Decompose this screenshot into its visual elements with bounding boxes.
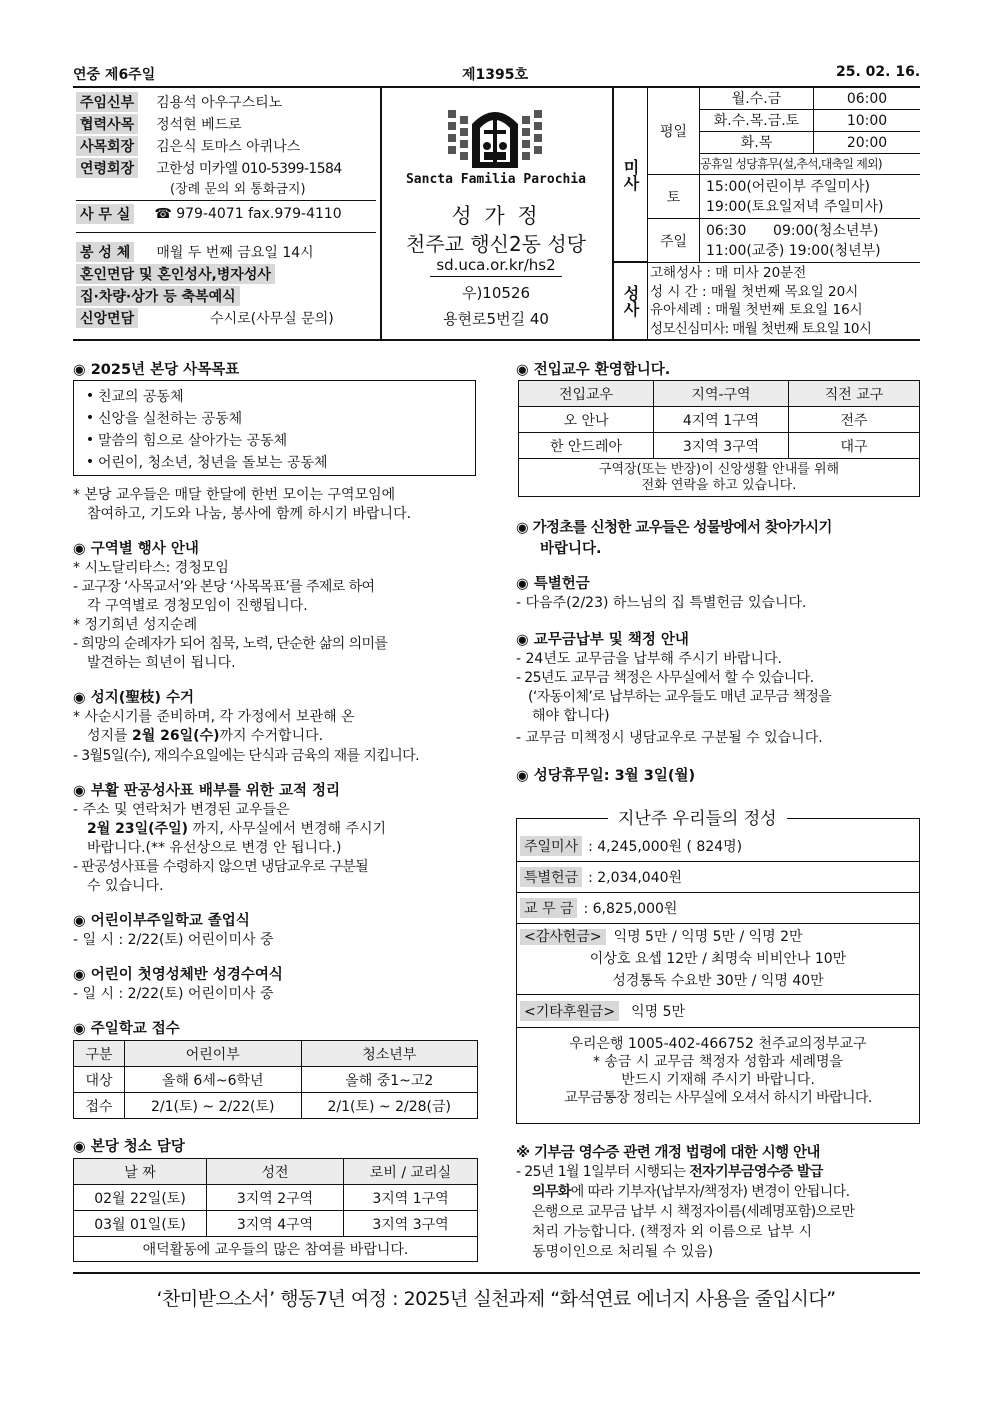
text-line: 각 구역별로 경청모임이 진행됩니다. <box>87 598 308 614</box>
cleaning-note: 애덕활동에 교우들의 많은 참여를 바랍니다. <box>74 1237 478 1262</box>
special-heading: ◉ 특별헌금 <box>516 576 590 592</box>
text-line: - 3월5일(수), 재의수요일에는 단식과 금육의 재를 지킵니다. <box>73 748 419 764</box>
table-row: 03월 01일(토) 3지역 4구역 3지역 3구역 <box>74 1211 478 1237</box>
offering-row: 특별헌금 : 2,034,040원 <box>516 861 920 893</box>
service-label: 집·차량·상가 등 축복예식 <box>76 286 240 306</box>
staff-label: 연령회장 <box>76 158 138 178</box>
table-row: 접수 2/1(토) ~ 2/22(토) 2/1(토) ~ 2/28(금) <box>74 1093 478 1119</box>
table-row: 02월 22일(토) 3지역 2구역 3지역 1구역 <box>74 1185 478 1211</box>
district-heading: ◉ 구역별 행사 안내 <box>73 541 199 557</box>
text-line: * 정기희년 성지순례 <box>73 617 198 633</box>
text-line: - 교구장 ‘사목교서’와 본당 ‘사목목표’를 주제로 하여 <box>73 579 375 595</box>
text-line: - 교무금 미책정시 냉담교우로 구분될 수 있습니다. <box>516 730 823 746</box>
text-line: - 희망의 순례자가 되어 침묵, 노력, 단순한 삶의 의미를 <box>73 636 388 652</box>
office-label: 사 무 실 <box>76 204 134 224</box>
goal-item: • 말씀의 힘으로 살아가는 공동체 <box>82 429 467 451</box>
staff-value: 김용석 아우구스티노 <box>156 95 283 111</box>
graduation-heading: ◉ 어린이부주일학교 졸업식 <box>73 913 250 929</box>
footer-rule <box>73 1272 920 1274</box>
text-line: 처리 가능합니다. (책정자 외 이름으로 납부 시 <box>532 1224 813 1240</box>
parish-name: 성 가 정 <box>451 204 541 228</box>
text-line: 2월 23일(주일) 까지, 사무실에서 변경해 주시기 <box>87 821 387 837</box>
table-row: 대상 올해 6세~6학년 올해 중1~고2 <box>74 1067 478 1093</box>
parish-url[interactable]: sd.uca.or.kr/hs2 <box>436 256 556 274</box>
table-row: 한 안드레아 3지역 3구역 대구 <box>519 433 920 459</box>
holiday-note: 공휴일 성당휴무(설,추석,대축일 제외) <box>700 154 920 175</box>
service-value: 수시로(사무실 문의) <box>210 311 334 327</box>
saturday-label: 토 <box>648 175 700 219</box>
text-line: * 시노달리타스: 경청모임 <box>73 560 229 576</box>
text-line: - 25년 1월 1일부터 시행되는 전자기부금영수증 발급 <box>516 1164 823 1180</box>
goals-box <box>73 380 476 476</box>
cleaning-table: 날 짜 성전 로비 / 교리실 02월 22일(토) 3지역 2구역 3지역 1구역 03월 01일(토) 3지역 4구역 3지역 3구역 애덕활동에 교우들의 많은 참여를 바랍니다. <box>73 1158 478 1262</box>
mass-time: 10:00 <box>814 110 920 132</box>
candle-heading: ◉ 가정초를 신청한 교우들은 성물방에서 찾아가시기 <box>516 520 832 536</box>
goals-note: 참여하고, 기도와 나눔, 봉사에 함께 하시기 바랍니다. <box>87 506 412 522</box>
footer-slogan: ‘찬미받으소서’ 행동7년 여정 : 2025년 실천과제 “화석연료 에너지 사용을 줄입시다” <box>156 1288 836 1310</box>
goal-item: • 어린이, 청소년, 청년을 돌보는 공동체 <box>82 451 467 473</box>
mass-time: 20:00 <box>814 132 920 154</box>
mass-days: 화.목 <box>700 132 814 154</box>
header-date: 25. 02. 16. <box>836 64 921 80</box>
funeral-note: (장례 문의 외 통화금지) <box>170 182 306 197</box>
sacrament-list: 고해성사 : 매 미사 20분전 성 시 간 : 매월 첫번째 목요일 20시 유아세례 : 매월 첫번째 토요일 16시 성모신심미사: 매월 첫번째 토요일 10시 <box>650 265 872 337</box>
offerings-box <box>516 804 920 1124</box>
communion-heading: ◉ 어린이 첫영성체반 성경수여식 <box>73 967 283 983</box>
offering-row: 주일미사 : 4,245,000원 ( 824명) <box>516 830 920 862</box>
sunday-mass: 06:30 09:00(청소년부) 11:00(교중) 19:00(청년부) <box>706 223 881 259</box>
bank-info: 우리은행 1005-402-466752 천주교의정부교구 * 송금 시 교무금 책정자 성함과 세례명을 반드시 기재해 주시기 바랍니다. 교무금통장 정리는 사무실에 오셔서 하시기 바랍니다. <box>564 1036 872 1106</box>
goal-item: • 신앙을 실천하는 공동체 <box>82 407 467 429</box>
header-left: 연중 제6주일 <box>73 67 156 83</box>
service-label: 봉 성 체 <box>76 242 134 262</box>
staff-value: 정석현 베드로 <box>156 117 242 133</box>
receipt-heading: ※ 기부금 영수증 관련 개정 법령에 대한 시행 안내 <box>516 1145 820 1161</box>
text-line: 수 있습니다. <box>87 878 164 894</box>
sunday-label: 주일 <box>648 219 700 262</box>
mass-days: 화.수.목.금.토 <box>700 110 814 132</box>
text-line: - 주소 및 연락처가 변경된 교우들은 <box>73 802 290 818</box>
other-offerings: <기타후원금> 익명 5만 <box>516 995 920 1028</box>
school-heading: ◉ 주일학교 접수 <box>73 1021 180 1037</box>
staff-value: 고한성 미카엘 010-5399-1584 <box>156 161 342 177</box>
mass-title: 미사 <box>614 88 648 262</box>
staff-value: 김은식 토마스 아퀴나스 <box>156 139 301 155</box>
text-line: 바랍니다.(** 유선상으로 변경 안 됩니다.) <box>87 840 342 856</box>
service-label: 혼인면담 및 혼인성사,병자성사 <box>76 264 275 284</box>
mass-days: 월.수.금 <box>700 88 814 110</box>
staff-label: 협력사목 <box>76 114 138 134</box>
dues-heading: ◉ 교무금납부 및 책정 안내 <box>516 632 689 648</box>
staff-label: 사목회장 <box>76 136 138 156</box>
goals-heading: ◉ 2025년 본당 사목목표 <box>73 362 240 378</box>
saturday-mass: 15:00(어린이부 주일미사) 19:00(토요일저녁 주일미사) <box>706 179 884 215</box>
text-line: - 24년도 교무금을 납부해 주시기 바랍니다. <box>516 651 782 667</box>
weekday-label: 평일 <box>648 88 700 175</box>
parish-full-name: 천주교 행신2동 성당 <box>406 232 586 256</box>
welcome-heading: ◉ 전입교우 환영합니다. <box>516 362 671 378</box>
offerings-title: 지난주 우리들의 정성 <box>608 804 787 829</box>
school-table: 구분 어린이부 청소년부 대상 올해 6세~6학년 올해 중1~고2 접수 2/1(토) ~ 2/22(토) 2/1(토) ~ 2/28(금) <box>73 1040 478 1119</box>
text-line: - 다음주(2/23) 하느님의 집 특별헌금 있습니다. <box>516 595 807 611</box>
text-line: (‘자동이체’로 납부하는 교우들도 매년 교무금 책정을 <box>528 689 832 705</box>
goals-note: * 본당 교우들은 매달 한달에 한번 모이는 구역모임에 <box>73 487 396 503</box>
offering-row: 교 무 금 : 6,825,000원 <box>516 892 920 924</box>
palm-heading: ◉ 성지(聖枝) 수거 <box>73 690 195 706</box>
text-line: - 판공성사표를 수령하지 않으면 냉담교우로 구분될 <box>73 859 369 875</box>
easter-heading: ◉ 부활 판공성사표 배부를 위한 교적 정리 <box>73 783 341 799</box>
parish-latin: Sancta Familia Parochia <box>405 172 586 187</box>
service-value: 매월 두 번째 금요일 14시 <box>156 245 314 261</box>
text-line: 동명이인으로 처리될 수 있음) <box>532 1244 714 1260</box>
goal-item: • 친교의 공동체 <box>82 385 467 407</box>
table-row: 오 안나 4지역 1구역 전주 <box>519 407 920 433</box>
parish-address: 용현로5번길 40 <box>443 310 549 328</box>
thanks-offerings: <감사헌금> 익명 5만 / 익명 5만 / 익명 2만 이상호 요셉 12만 / 최명숙 비비안나 10만 성경통독 수요반 30만 / 익명 40만 <box>516 924 920 995</box>
cleaning-heading: ◉ 본당 청소 담당 <box>73 1139 185 1155</box>
text-line: - 일 시 : 2/22(토) 어린이미사 중 <box>73 932 274 948</box>
mass-schedule <box>614 88 920 339</box>
text-line: 성지를 2월 26일(수)까지 수거합니다. <box>87 728 324 744</box>
text-line: * 사순시기를 준비하며, 각 가정에서 보관해 온 <box>73 709 355 725</box>
sacrament-title: 성사 <box>614 263 648 339</box>
mass-time: 06:00 <box>814 88 920 110</box>
staff-label: 주임신부 <box>76 92 138 112</box>
candle-heading-cont: 바랍니다. <box>540 541 602 557</box>
parish-logo <box>440 96 550 172</box>
text-line: - 일 시 : 2/22(토) 어린이미사 중 <box>73 986 274 1002</box>
service-label: 신앙면담 <box>76 308 138 328</box>
text-line: 해야 합니다) <box>532 708 610 724</box>
welcome-table: 전입교우 지역-구역 직전 교구 오 안나 4지역 1구역 전주 한 안드레아 3지역 3구역 대구 구역장(또는 반장)이 신앙생활 안내를 위해 전화 연락을 하고 있습니다. <box>518 380 920 497</box>
closed-heading: ◉ 성당휴무일: 3월 3일(월) <box>516 768 696 784</box>
welcome-note: 구역장(또는 반장)이 신앙생활 안내를 위해 전화 연락을 하고 있습니다. <box>519 459 920 497</box>
text-line: - 25년도 교무금 책정은 사무실에서 할 수 있습니다. <box>516 670 814 686</box>
text-line: 은행으로 교무금 납부 시 책정자이름(세례명포함)으로만 <box>532 1204 855 1220</box>
text-line: 의무화에 따라 기부자(납부자/책정자) 변경이 안됩니다. <box>532 1184 850 1200</box>
issue-number: 제1395호 <box>462 67 529 83</box>
parish-zip: 우)10526 <box>461 284 531 302</box>
text-line: 발견하는 희년이 됩니다. <box>87 655 236 671</box>
office-phone: ☎ 979-4071 fax.979-4110 <box>154 206 342 222</box>
masthead-bottom-rule <box>73 339 920 341</box>
